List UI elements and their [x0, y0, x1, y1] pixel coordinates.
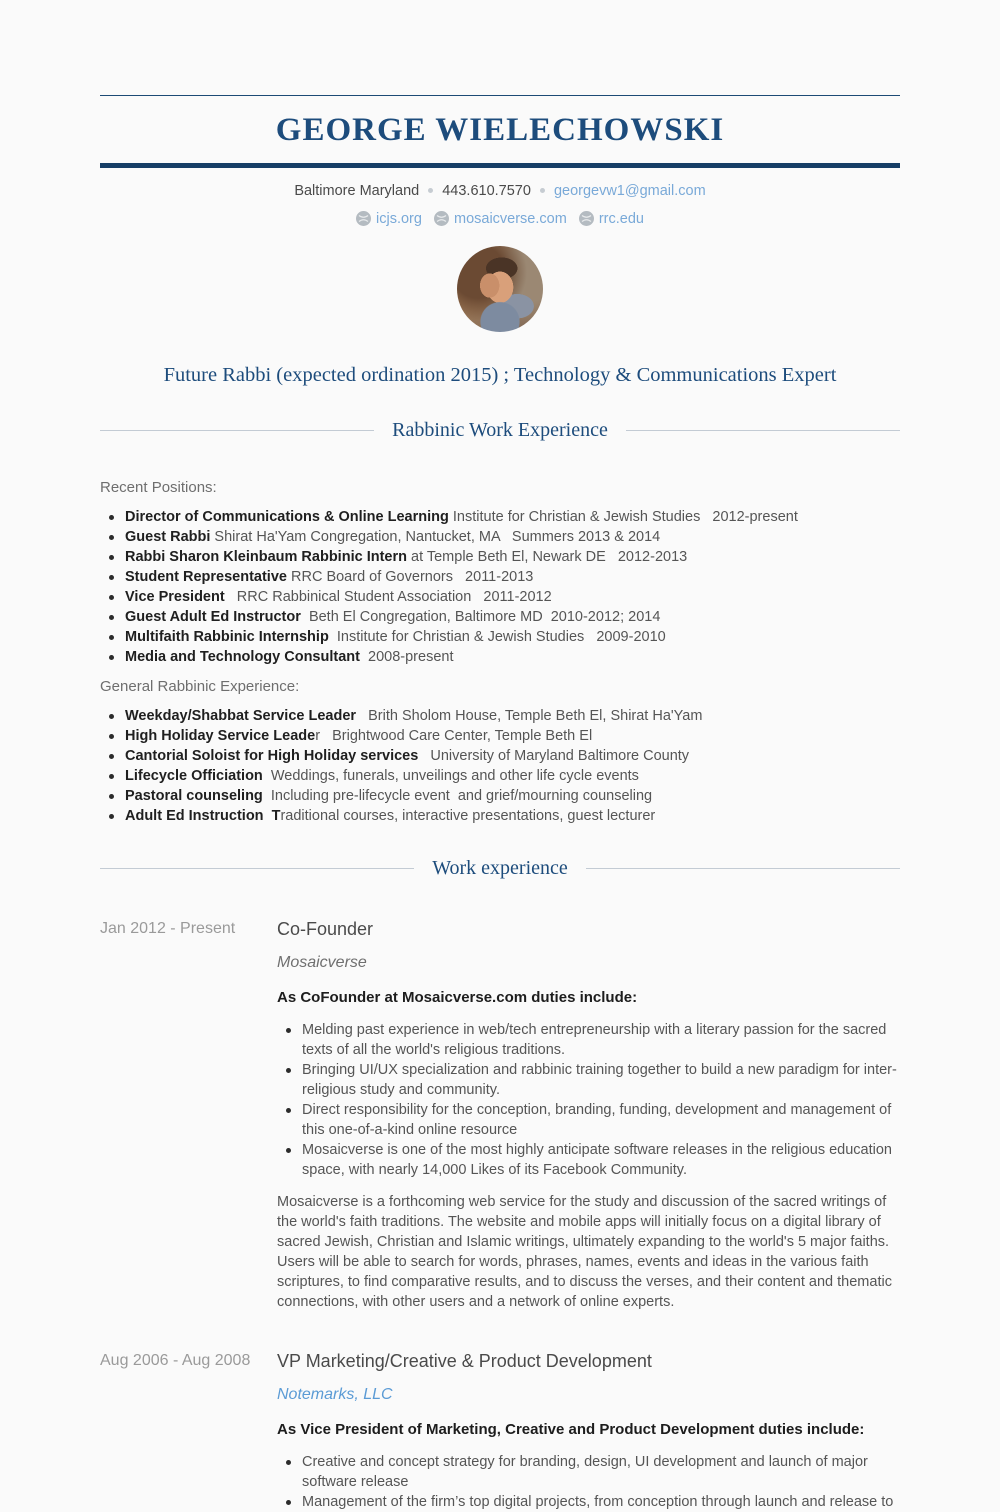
position-detail: Institute for Christian & Jewish Studies 2009-2010 — [328, 629, 666, 645]
position-detail: raditional courses, interactive presentations, guest lecturer — [280, 808, 656, 824]
job-date-range: Jan 2012 - Present — [100, 920, 236, 937]
job-duties-heading: As Vice President of Marketing, Creative and Product Development duties include: — [277, 1421, 865, 1438]
job-date-range: Aug 2006 - Aug 2008 — [100, 1352, 251, 1369]
contact-phone: 443.610.7570 — [442, 183, 531, 199]
recent-positions-label: Recent Positions: — [100, 479, 217, 496]
position-title: Vice President — [125, 589, 225, 605]
list-item — [100, 607, 900, 627]
list-item — [100, 706, 900, 726]
contact-location: Baltimore Maryland — [294, 183, 420, 199]
position-title: Guest Rabbi — [125, 529, 211, 545]
position-detail: r Brightwood Care Center, Temple Beth El — [315, 728, 593, 744]
job-duties-heading: As CoFounder at Mosaicverse.com duties include: — [277, 989, 638, 1006]
section-divider-right — [586, 868, 900, 869]
position-detail: Shirat Ha'Yam Congregation, Nantucket, MA Summers 2013 & 2014 — [210, 529, 661, 545]
job-bullet-list — [277, 1020, 900, 1180]
general-experience-list — [100, 706, 900, 826]
header-top-rule — [100, 95, 900, 96]
section-divider-left — [100, 430, 374, 431]
section-divider-right — [626, 430, 900, 431]
position-detail: University of Maryland Baltimore County — [418, 748, 690, 764]
position-title: Adult Ed Instruction T — [125, 808, 281, 824]
list-item — [100, 647, 900, 667]
position-detail: at Temple Beth El, Newark DE 2012-2013 — [406, 549, 688, 565]
position-detail: Weddings, funerals, unveilings and other life cycle events — [262, 768, 639, 784]
position-title: Pastoral counseling — [125, 788, 263, 804]
contact-email-link[interactable]: georgevw1@gmail.com — [553, 183, 706, 199]
list-item — [100, 507, 900, 527]
list-item — [100, 547, 900, 567]
section-header-rabbinic — [100, 419, 900, 442]
avatar-wrap — [100, 246, 900, 337]
list-item — [100, 587, 900, 607]
header-bottom-rule — [100, 163, 900, 168]
position-detail: RRC Board of Governors 2011-2013 — [286, 569, 534, 585]
dot-separator-icon — [428, 188, 433, 193]
general-experience-label: General Rabbinic Experience: — [100, 678, 300, 695]
website-link-item — [434, 211, 567, 227]
recent-positions-list — [100, 507, 900, 667]
position-title: Lifecycle Officiation — [125, 768, 263, 784]
website-link-item — [356, 211, 422, 227]
list-item — [100, 806, 900, 826]
job-company-link[interactable]: Notemarks, LLC — [277, 1386, 393, 1403]
position-title: Multifaith Rabbinic Internship — [125, 629, 329, 645]
job-bullet: Direct responsibility for the conception, branding, funding, development and management of this one-of-a-kind online resource — [277, 1100, 900, 1140]
position-title: Student Representative — [125, 569, 287, 585]
dot-separator-icon — [540, 188, 545, 193]
job-bullet: Creative and concept strategy for branding, design, UI development and launch of major software release — [277, 1452, 900, 1492]
job-bullet: Mosaicverse is one of the most highly anticipate software releases in the religious education space, with nearly 14,000 Likes of its Facebook Community. — [277, 1140, 900, 1180]
website-link[interactable]: icjs.org — [376, 211, 422, 227]
resume-page — [0, 95, 1000, 1512]
position-detail: Institute for Christian & Jewish Studies 2012-present — [448, 509, 798, 525]
website-link[interactable]: mosaicverse.com — [453, 211, 567, 227]
position-title: Weekday/Shabbat Service Leader — [125, 708, 357, 724]
globe-icon — [579, 211, 594, 226]
website-link-item — [579, 211, 644, 227]
section-title: Rabbinic Work Experience — [392, 419, 608, 441]
contact-row — [100, 181, 900, 201]
job-entry-cofounder — [100, 917, 900, 1312]
globe-icon — [356, 211, 371, 226]
profile-photo — [457, 246, 543, 332]
person-name: GEORGE WIELECHOWSKI — [275, 112, 725, 148]
list-item — [100, 726, 900, 746]
list-item — [100, 627, 900, 647]
list-item — [100, 786, 900, 806]
position-title: Rabbi Sharon Kleinbaum Rabbinic Intern — [125, 549, 407, 565]
website-link[interactable]: rrc.edu — [598, 211, 644, 227]
job-bullet-list — [277, 1452, 900, 1512]
position-title: High Holiday Service Leade — [125, 728, 316, 744]
position-title: Director of Communications & Online Learning — [125, 509, 449, 525]
position-detail: 2008-present — [359, 649, 454, 665]
job-title: Co-Founder — [277, 919, 374, 939]
section-divider-left — [100, 868, 414, 869]
job-title: VP Marketing/Creative & Product Development — [277, 1351, 652, 1371]
job-company: Mosaicverse — [277, 954, 367, 971]
job-description-paragraph: Mosaicverse is a forthcoming web service for the study and discussion of the sacred writings of the world's faith traditions. The website and mobile apps will initially focus on a digital library of sacred Jewish, Christian and Islamic writings, ultimately expanding to the world's 5 major faiths. Users will be able to search for words, phrases, names, events and ideas in the various faith scriptures, to find comparative results, and to discuss the verses, and their content and thematic connections, with other users and a network of online experts. — [277, 1194, 892, 1310]
position-detail: Brith Sholom House, Temple Beth El, Shirat Ha'Yam — [356, 708, 703, 724]
section-header-work — [100, 857, 900, 880]
list-item — [100, 527, 900, 547]
website-links-row — [100, 209, 900, 229]
job-entry-vp-marketing — [100, 1349, 900, 1512]
list-item — [100, 766, 900, 786]
globe-icon — [434, 211, 449, 226]
position-detail: Including pre-lifecycle event and grief/mourning counseling — [262, 788, 653, 804]
job-bullet: Management of the firm’s top digital projects, from conception through launch and release to — [277, 1492, 900, 1512]
list-item — [100, 567, 900, 587]
section-title: Work experience — [432, 857, 568, 879]
position-title: Cantorial Soloist for High Holiday services — [125, 748, 419, 764]
position-title: Media and Technology Consultant — [125, 649, 360, 665]
position-detail: Beth El Congregation, Baltimore MD 2010-2012; 2014 — [300, 609, 661, 625]
job-bullet: Melding past experience in web/tech entrepreneurship with a literary passion for the sacred texts of all the world's religious traditions. — [277, 1020, 900, 1060]
headline: Future Rabbi (expected ordination 2015) ; Technology & Communications Expert — [163, 364, 837, 386]
list-item — [100, 746, 900, 766]
position-detail: RRC Rabbinical Student Association 2011-2012 — [224, 589, 552, 605]
job-bullet: Bringing UI/UX specialization and rabbinic training together to build a new paradigm for inter-religious study and community. — [277, 1060, 900, 1100]
position-title: Guest Adult Ed Instructor — [125, 609, 301, 625]
